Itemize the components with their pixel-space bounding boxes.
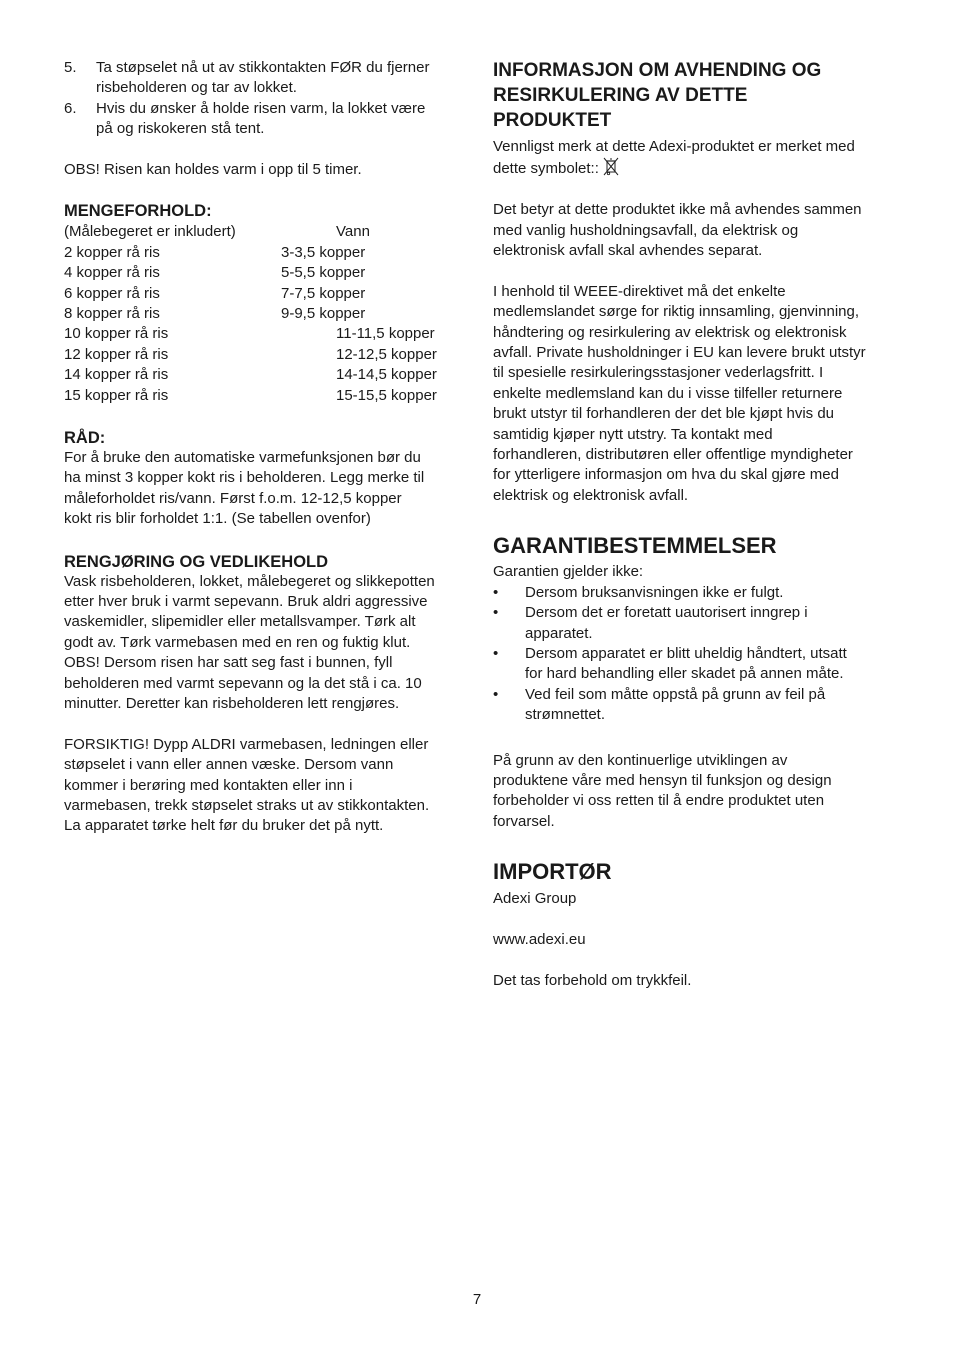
step-item [64,58,464,99]
list-item [493,603,893,644]
table-row [64,304,464,324]
bullet-text: Dersom bruksanvisningen ikke er fulgt. [525,583,784,601]
warning-line: FORSIKTIG! Dypp ALDRI varmebasen, ledningen eller [64,735,429,753]
crossed-out-wheelie-bin-icon [603,157,619,177]
warning-line: kommer i berøring med kontakten eller inn i [64,776,353,794]
rice-cell: 10 kopper rå ris [64,325,169,343]
info-line: Det betyr at dette produktet ikke må avhendes sammen [493,201,862,219]
rice-cell: 6 kopper rå ris [64,284,160,302]
info-paragraph-2 [493,200,893,261]
rengjoring-paragraph-1 [64,572,464,715]
garanti-intro: Garantien gjelder ikke: [493,563,644,581]
table-row [64,243,464,263]
info-intro-line-2 [493,157,893,179]
importor-website: www.adexi.eu [493,930,586,948]
importor-disclaimer: Det tas forbehold om trykkfeil. [493,971,692,989]
mengeforhold-table [64,222,464,406]
rad-heading: RÅD: [64,428,106,447]
water-cell: 12-12,5 kopper [336,345,437,363]
table-row [64,365,464,385]
garanti-list [493,583,893,726]
list-item [493,644,893,685]
rad-line: måleforholdet ris/vann. Først f.o.m. 12-12,5 kopper [64,489,402,507]
info-paragraph-3 [493,282,893,506]
rengjoring-line: OBS! Dersom risen har satt seg fast i bunnen, fyll [64,654,393,672]
info-line: brukt utstyr til forhandleren der det ble kjøpt hvis du [493,405,835,423]
table-header-left: (Målebegeret er inkludert) [64,223,236,241]
bullet-icon: • [493,583,499,601]
rice-cell: 2 kopper rå ris [64,243,160,261]
mengeforhold-heading: MENGEFORHOLD: [64,202,212,221]
table-header-row [64,222,464,242]
bullet-icon: • [493,604,499,622]
step-text-line: Hvis du ønsker å holde risen varm, la lokket være [96,99,426,117]
info-line: til spesielle resirkuleringsstasjoner vederlagsfritt. I [493,364,824,382]
page-number: 7 [472,1291,482,1308]
table-row [64,386,464,406]
info-intro-line: Vennligst merk at dette Adexi-produktet er merket med [493,138,855,155]
info-line: samtidig kjøper nytt utstry. Ta kontakt med [493,425,773,443]
step-number: 6. [64,99,77,117]
table-row [64,284,464,304]
bullet-text: apparatet. [525,624,593,642]
rengjoring-line: Vask risbeholderen, lokket, målebegeret og slikkepotten [64,572,435,590]
info-line: I henhold til WEEE-direktivet må det enkelte [493,282,786,300]
info-line: med vanlig husholdningsavfall, da elektrisk og [493,221,799,239]
info-heading-line: RESIRKULERING AV DETTE [493,85,748,106]
info-line: håndtering og resirkulering av elektrisk og elektronisk [493,323,847,341]
bullet-text: Dersom det er foretatt uautorisert inngrep i [525,604,808,622]
rice-cell: 15 kopper rå ris [64,386,169,404]
importor-company: Adexi Group [493,890,577,908]
rice-cell: 8 kopper rå ris [64,304,160,322]
rengjoring-heading: RENGJØRING OG VEDLIKEHOLD [64,552,329,571]
bullet-text: Ved feil som måtte oppstå på grunn av feil på [525,685,826,703]
step-number: 5. [64,59,77,76]
info-heading [493,58,893,133]
rengjoring-line: etter hver bruk i varmt sepevann. Bruk aldri aggressive [64,592,428,610]
step-item [64,99,464,140]
bullet-text: for hard behandling eller skadet på annen måte. [525,665,844,683]
info-line: enkelte medlemsland kan du i visse tilfeller returnere [493,384,843,402]
info-line: avfall. Private husholdninger i EU kan levere brukt utstyr [493,344,866,362]
closing-line: På grunn av den kontinuerlige utviklingen av [493,751,788,769]
rad-line: ha minst 3 kopper kokt ris i beholderen. Legg merke til [64,469,425,487]
warning-line: La apparatet tørke helt før du bruker det på nytt. [64,817,384,835]
importor-heading: IMPORTØR [493,859,612,885]
warning-line: støpselet i vann eller annen væske. Dersom vann [64,756,394,774]
table-row [64,263,464,283]
step-text-line: på og riskokeren stå tent. [96,120,265,138]
garanti-closing [493,751,893,833]
rad-line: For å bruke den automatiske varmefunksjonen bør du [64,448,421,466]
bullet-icon: • [493,685,499,703]
rengjoring-line: vaskemidler, slipemidler eller metallsvamper. Tørk alt [64,613,416,631]
step-text-line: risbeholderen og tar av lokket. [96,79,297,97]
rice-cell: 4 kopper rå ris [64,264,160,282]
table-row [64,345,464,365]
rad-paragraph [64,448,464,530]
rice-cell: 14 kopper rå ris [64,366,169,384]
rengjoring-line: minutter. Deretter kan risbeholderen lett rengjøres. [64,695,400,712]
list-item [493,685,893,726]
info-line: elektrisk og elektronisk avfall. [493,486,689,504]
table-row [64,324,464,344]
bullet-text: Dersom apparatet er blitt uheldig håndtert, utsatt [525,644,847,662]
water-cell: 5-5,5 kopper [281,264,366,282]
info-intro-text: dette symbolet:: [493,160,599,178]
info-line: elektronisk avfall skal avhendes separat. [493,242,763,260]
steps-list [64,58,464,140]
warning-line: varmebasen, trekk støpselet straks ut av stikkontakten. [64,797,430,815]
info-heading-line: PRODUKTET [493,110,612,131]
water-cell: 14-14,5 kopper [336,366,437,384]
warning-paragraph [64,735,464,837]
rengjoring-line: godt av. Tørk varmebasen med en ren og fuktig klut. [64,633,411,651]
water-cell: 3-3,5 kopper [281,243,366,261]
rad-line: kokt ris blir forholdet 1:1. (Se tabellen ovenfor) [64,510,371,528]
table-header-right: Vann [336,223,370,241]
bullet-icon: • [493,644,499,662]
rengjoring-line: beholderen med varmt sepevann og la det stå i ca. 10 [64,674,422,692]
closing-line: forbeholder vi oss retten til å endre produktet uten [493,792,825,810]
right-column [493,58,893,991]
water-cell: 11-11,5 kopper [336,325,435,343]
rice-cell: 12 kopper rå ris [64,345,169,363]
left-column [64,58,464,837]
water-cell: 9-9,5 kopper [281,304,366,322]
list-item [493,583,893,603]
info-heading-line: INFORMASJON OM AVHENDING OG [493,60,822,81]
info-line: for ytterligere informasjon om hva du skal gjøre med [493,466,839,484]
water-cell: 7-7,5 kopper [281,284,366,302]
closing-line: forvarsel. [493,812,555,830]
garanti-heading: GARANTIBESTEMMELSER [493,533,777,559]
bullet-text: strømnettet. [525,706,606,724]
step-text-line: Ta støpselet nå ut av stikkontakten FØR du fjerner [96,59,430,76]
water-cell: 15-15,5 kopper [336,386,437,404]
info-intro [493,137,893,180]
info-line: forhandleren, distributøren eller offentlige myndigheter [493,446,853,464]
info-line: medlemslandet sørge for riktig innsamling, gjenvinning, [493,303,860,321]
obs-note: OBS! Risen kan holdes varm i opp til 5 timer. [64,161,362,179]
closing-line: produktene våre med hensyn til funksjon og design [493,771,832,789]
